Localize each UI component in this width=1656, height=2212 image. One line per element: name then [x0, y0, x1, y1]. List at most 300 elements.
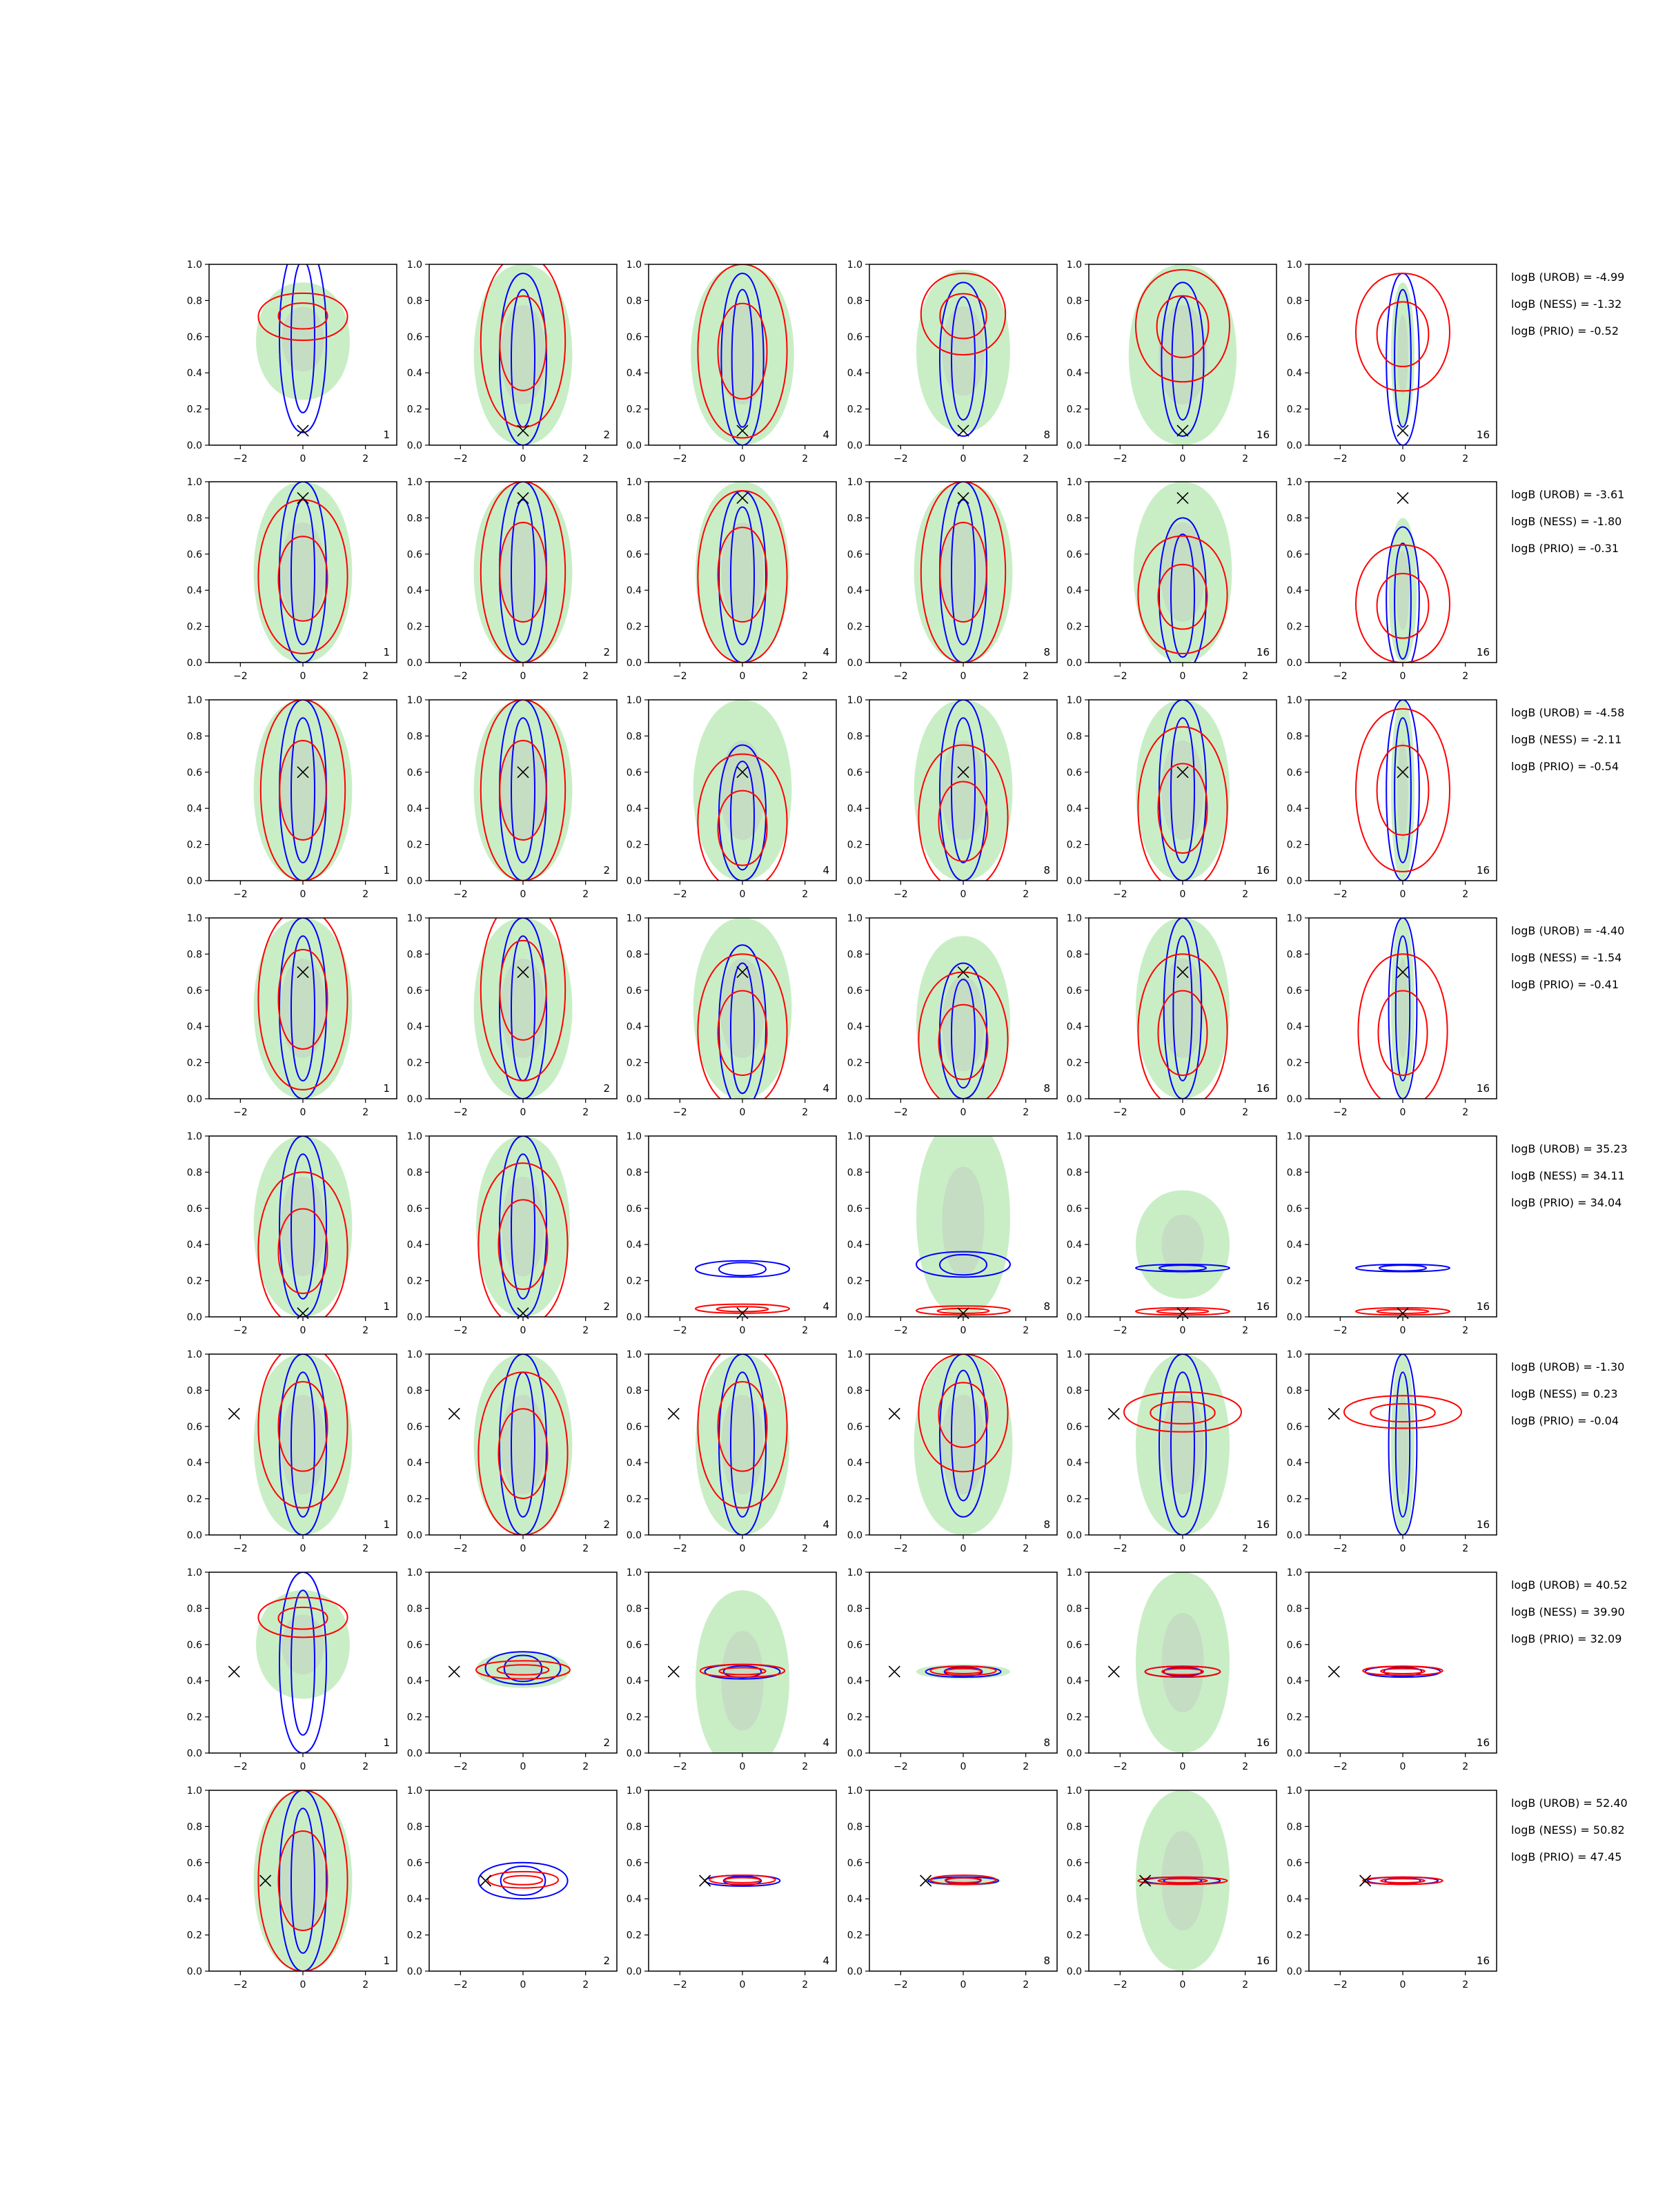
- panel-number-label: 2: [603, 1955, 610, 1967]
- filled-density-core: [942, 306, 984, 396]
- y-tick-label: 0.2: [1286, 1057, 1302, 1069]
- x-tick-label: 2: [1023, 1325, 1029, 1336]
- x-tick-label: 0: [739, 671, 746, 682]
- panel-number-label: 16: [1476, 429, 1490, 441]
- y-tick-label: 0.2: [406, 404, 422, 415]
- panel-number-label: 1: [383, 1955, 390, 1967]
- y-tick-label: 0.8: [1066, 1821, 1082, 1833]
- panel-r3-c4: [847, 695, 1057, 900]
- y-tick-label: 0.8: [1286, 1385, 1302, 1397]
- panel-number-label: 1: [383, 429, 390, 441]
- panel-plot-area: [1358, 918, 1447, 1108]
- y-tick-label: 0.2: [1066, 1494, 1082, 1505]
- x-tick-label: −2: [1113, 1761, 1127, 1772]
- panel-plot-area: [914, 482, 1013, 663]
- y-tick-label: 0.2: [626, 1494, 642, 1505]
- panel-r2-c1: [187, 477, 397, 682]
- y-tick-label: 1.0: [1286, 1349, 1302, 1360]
- y-tick-label: 0.0: [1286, 876, 1302, 887]
- panel-number-label: 8: [1043, 1518, 1050, 1531]
- x-tick-label: 0: [1179, 1325, 1186, 1336]
- x-tick-label: 2: [1462, 671, 1469, 682]
- panel-number-label: 16: [1476, 864, 1490, 877]
- panel-r1-c1: [187, 243, 397, 464]
- filled-density-core: [502, 1177, 544, 1276]
- blue-contour-inner: [719, 1262, 766, 1275]
- y-tick-label: 0.0: [1286, 1094, 1302, 1105]
- y-tick-label: 0.2: [186, 1712, 202, 1723]
- x-tick-label: 0: [1179, 1543, 1186, 1554]
- x-tick-label: 0: [520, 1325, 526, 1336]
- y-tick-label: 0.4: [1286, 1894, 1302, 1906]
- logb-annotation: logB (UROB) = -4.99: [1511, 271, 1625, 284]
- y-tick-label: 0.6: [186, 767, 202, 779]
- x-tick-label: 0: [960, 453, 967, 464]
- x-tick-label: 0: [1399, 1107, 1406, 1118]
- x-tick-label: −2: [894, 1543, 908, 1554]
- x-tick-label: 0: [960, 1325, 967, 1336]
- y-tick-label: 0.0: [847, 1312, 862, 1323]
- y-tick-label: 1.0: [626, 477, 642, 488]
- x-tick-label: 2: [1242, 1543, 1249, 1554]
- y-tick-label: 0.2: [626, 1712, 642, 1723]
- y-tick-label: 0.4: [626, 368, 642, 380]
- y-tick-label: 0.8: [1286, 949, 1302, 961]
- panel-number-label: 2: [603, 646, 610, 658]
- y-tick-label: 0.0: [626, 1748, 642, 1759]
- panel-plot-area: [1356, 1264, 1450, 1315]
- y-tick-label: 0.8: [626, 1603, 642, 1615]
- y-tick-label: 0.2: [847, 1930, 862, 1941]
- panel-number-label: 1: [383, 1300, 390, 1313]
- panel-number-label: 8: [1043, 1300, 1050, 1313]
- y-tick-label: 0.2: [847, 1712, 862, 1723]
- y-tick-label: 1.0: [626, 695, 642, 706]
- panel-number-label: 2: [603, 1082, 610, 1095]
- panel-number-label: 16: [1256, 864, 1270, 877]
- y-tick-label: 1.0: [406, 1131, 422, 1142]
- y-tick-label: 0.6: [186, 1421, 202, 1433]
- y-tick-label: 0.4: [406, 1894, 422, 1906]
- y-tick-label: 0.0: [847, 1530, 862, 1541]
- y-tick-label: 0.0: [626, 1966, 642, 1977]
- y-tick-label: 0.4: [186, 1240, 202, 1251]
- panel-number-label: 4: [822, 429, 829, 441]
- filled-density-core: [1397, 741, 1408, 840]
- y-tick-label: 0.6: [847, 1639, 862, 1651]
- y-tick-label: 0.8: [406, 295, 422, 307]
- y-tick-label: 1.0: [1286, 1785, 1302, 1797]
- y-tick-label: 0.4: [1286, 585, 1302, 597]
- panel-r3-c2: [407, 695, 617, 900]
- x-tick-label: 2: [802, 671, 809, 682]
- x-tick-label: −2: [1333, 1107, 1348, 1118]
- y-tick-label: 0.6: [847, 549, 862, 560]
- x-tick-label: 0: [520, 1979, 526, 1990]
- y-tick-label: 0.8: [406, 1603, 422, 1615]
- y-tick-label: 1.0: [847, 1131, 862, 1142]
- panel-r3-c5: [1067, 695, 1276, 900]
- panel-plot-area: [474, 255, 573, 445]
- filled-density-core: [281, 1395, 325, 1494]
- y-tick-label: 0.0: [1286, 1530, 1302, 1541]
- filled-density-core: [719, 305, 765, 404]
- y-tick-label: 0.0: [406, 1966, 422, 1977]
- y-tick-label: 0.2: [1286, 1494, 1302, 1505]
- y-tick-label: 0.4: [626, 1894, 642, 1906]
- x-tick-label: 0: [520, 671, 526, 682]
- panel-frame: [1309, 1790, 1497, 1971]
- x-tick-label: 2: [1462, 1107, 1469, 1118]
- panel-r2-c4: [847, 477, 1057, 682]
- y-tick-label: 1.0: [1066, 1349, 1082, 1360]
- y-tick-label: 0.8: [1286, 295, 1302, 307]
- y-tick-label: 0.0: [1286, 440, 1302, 451]
- y-tick-label: 0.8: [847, 949, 862, 961]
- y-tick-label: 0.8: [406, 513, 422, 525]
- y-tick-label: 1.0: [626, 260, 642, 271]
- filled-density-core: [501, 522, 545, 622]
- x-tick-label: 2: [802, 1325, 809, 1336]
- x-tick-label: 0: [299, 453, 306, 464]
- filled-density-core: [721, 1395, 763, 1494]
- panel-r2-c3: [627, 477, 836, 682]
- y-tick-label: 0.4: [626, 1676, 642, 1687]
- y-tick-label: 0.0: [186, 1966, 202, 1977]
- panel-plot-area: [705, 1875, 780, 1886]
- y-tick-label: 0.0: [186, 1094, 202, 1105]
- y-tick-label: 0.8: [1066, 1603, 1082, 1615]
- truth-marker: [480, 1875, 491, 1886]
- x-tick-label: 0: [520, 453, 526, 464]
- y-tick-label: 1.0: [186, 477, 202, 488]
- panel-r6-c6: [1287, 1349, 1497, 1554]
- y-tick-label: 1.0: [847, 695, 862, 706]
- y-tick-label: 1.0: [186, 1567, 202, 1578]
- y-tick-label: 0.2: [847, 1275, 862, 1287]
- panel-plot-area: [914, 700, 1013, 890]
- y-tick-label: 0.4: [186, 1894, 202, 1906]
- filled-density-core: [501, 305, 545, 404]
- y-tick-label: 0.2: [186, 1494, 202, 1505]
- y-tick-label: 0.2: [1286, 1275, 1302, 1287]
- filled-density-core: [1397, 959, 1408, 1058]
- x-tick-label: 2: [802, 453, 809, 464]
- y-tick-label: 0.4: [406, 1458, 422, 1469]
- x-tick-label: 2: [1242, 453, 1249, 464]
- panel-r4-c3: [627, 913, 836, 1118]
- x-tick-label: 2: [802, 1543, 809, 1554]
- panel-number-label: 2: [603, 1518, 610, 1531]
- panel-number-label: 8: [1043, 1082, 1050, 1095]
- panel-number-label: 16: [1256, 1082, 1270, 1095]
- y-tick-label: 0.6: [847, 1857, 862, 1869]
- y-tick-label: 0.4: [1066, 368, 1082, 380]
- logb-annotation: logB (UROB) = -4.40: [1511, 924, 1625, 937]
- y-tick-label: 0.0: [626, 1094, 642, 1105]
- panel-plot-area: [914, 1354, 1013, 1535]
- panel-r5-c6: [1287, 1131, 1497, 1336]
- y-tick-label: 0.8: [1286, 1821, 1302, 1833]
- y-tick-label: 1.0: [1286, 913, 1302, 924]
- y-tick-label: 0.6: [1286, 1857, 1302, 1869]
- filled-density-core: [281, 1831, 325, 1930]
- y-tick-label: 0.4: [1066, 803, 1082, 815]
- y-tick-label: 0.4: [406, 1021, 422, 1033]
- panel-r7-c1: [187, 1567, 397, 1772]
- y-tick-label: 0.2: [186, 404, 202, 415]
- y-tick-label: 0.4: [847, 1676, 862, 1687]
- y-tick-label: 0.2: [406, 621, 422, 633]
- y-tick-label: 0.4: [1066, 1458, 1082, 1469]
- y-tick-label: 0.6: [186, 549, 202, 560]
- y-tick-label: 0.6: [1066, 331, 1082, 343]
- x-tick-label: 2: [1462, 1979, 1469, 1990]
- y-tick-label: 0.6: [626, 331, 642, 343]
- truth-marker: [448, 1666, 460, 1677]
- panel-number-label: 16: [1476, 646, 1490, 658]
- y-tick-label: 0.6: [1066, 1421, 1082, 1433]
- panel-number-label: 2: [603, 864, 610, 877]
- filled-density-core: [501, 959, 545, 1058]
- y-tick-label: 0.4: [1286, 1021, 1302, 1033]
- x-tick-label: 2: [1242, 1979, 1249, 1990]
- y-tick-label: 0.6: [186, 1639, 202, 1651]
- x-tick-label: −2: [894, 1761, 908, 1772]
- panel-r1-c5: [1067, 260, 1276, 464]
- x-tick-label: −2: [233, 1543, 248, 1554]
- y-tick-label: 0.6: [626, 767, 642, 779]
- panel-r5-c3: [627, 1131, 836, 1336]
- truth-marker: [668, 1666, 679, 1677]
- filled-density-core: [281, 959, 325, 1058]
- x-tick-label: −2: [673, 1325, 687, 1336]
- panel-plot-area: [693, 918, 792, 1108]
- panel-plot-area: [254, 700, 353, 881]
- y-tick-label: 0.0: [1066, 1312, 1082, 1323]
- x-tick-label: 2: [1242, 889, 1249, 900]
- filled-density-core: [281, 741, 325, 840]
- panel-number-label: 16: [1476, 1518, 1490, 1531]
- x-tick-label: 0: [960, 1543, 967, 1554]
- y-tick-label: 0.8: [1066, 295, 1082, 307]
- y-tick-label: 0.6: [1286, 549, 1302, 560]
- y-tick-label: 0.0: [406, 1530, 422, 1541]
- panel-number-label: 1: [383, 1736, 390, 1749]
- x-tick-label: 0: [1399, 889, 1406, 900]
- y-tick-label: 1.0: [1066, 1131, 1082, 1142]
- y-tick-label: 0.0: [1286, 1312, 1302, 1323]
- panel-number-label: 4: [822, 1955, 829, 1967]
- panel-number-label: 16: [1476, 1736, 1490, 1749]
- y-tick-label: 0.0: [626, 1530, 642, 1541]
- panel-plot-area: [1136, 1191, 1230, 1315]
- x-tick-label: −2: [1113, 1979, 1127, 1990]
- y-tick-label: 0.0: [186, 1312, 202, 1323]
- panel-number-label: 2: [603, 1300, 610, 1313]
- panel-r7-c6: [1287, 1567, 1497, 1772]
- y-tick-label: 0.8: [626, 949, 642, 961]
- y-tick-label: 0.2: [406, 1275, 422, 1287]
- logb-annotation: logB (PRIO) = 47.45: [1511, 1850, 1622, 1863]
- x-tick-label: −2: [1113, 889, 1127, 900]
- y-tick-label: 0.8: [406, 1385, 422, 1397]
- y-tick-label: 0.6: [406, 767, 422, 779]
- panel-number-label: 4: [822, 1300, 829, 1313]
- filled-density-core: [941, 1395, 985, 1494]
- y-tick-label: 0.4: [1286, 1676, 1302, 1687]
- x-tick-label: −2: [894, 453, 908, 464]
- panel-r2-c5: [1067, 477, 1276, 682]
- x-tick-label: 0: [520, 1761, 526, 1772]
- panel-plot-area: [1124, 1354, 1241, 1535]
- y-tick-label: 1.0: [1066, 1567, 1082, 1578]
- y-tick-label: 0.0: [1066, 658, 1082, 669]
- filled-density-core: [721, 1631, 763, 1730]
- y-tick-label: 1.0: [1286, 695, 1302, 706]
- red-contour-inner: [1381, 1669, 1425, 1674]
- x-tick-label: 0: [520, 1543, 526, 1554]
- y-tick-label: 1.0: [1286, 1567, 1302, 1578]
- panel-number-label: 1: [383, 646, 390, 658]
- y-tick-label: 1.0: [847, 477, 862, 488]
- filled-density-core: [282, 1615, 324, 1674]
- x-tick-label: −2: [453, 1325, 468, 1336]
- panel-r7-c3: [627, 1567, 836, 1772]
- y-tick-label: 0.8: [1066, 949, 1082, 961]
- y-tick-label: 0.4: [847, 803, 862, 815]
- x-tick-label: 0: [1399, 453, 1406, 464]
- y-tick-label: 0.8: [1286, 731, 1302, 743]
- x-tick-label: 2: [1023, 889, 1029, 900]
- logb-annotation: logB (NESS) = 0.23: [1511, 1387, 1618, 1400]
- y-tick-label: 0.2: [1066, 621, 1082, 633]
- panel-number-label: 1: [383, 1082, 390, 1095]
- panel-r7-c4: [847, 1567, 1057, 1772]
- x-tick-label: 0: [960, 671, 967, 682]
- y-tick-label: 0.4: [186, 803, 202, 815]
- truth-marker: [448, 1408, 460, 1419]
- x-tick-label: 2: [1462, 1325, 1469, 1336]
- x-tick-label: −2: [233, 453, 248, 464]
- panel-number-label: 16: [1256, 1736, 1270, 1749]
- x-tick-label: 0: [1399, 1979, 1406, 1990]
- y-tick-label: 0.6: [1286, 767, 1302, 779]
- logb-annotation: logB (UROB) = 52.40: [1511, 1797, 1628, 1810]
- y-tick-label: 0.6: [406, 331, 422, 343]
- panel-number-label: 16: [1476, 1300, 1490, 1313]
- y-tick-label: 0.2: [406, 839, 422, 851]
- y-tick-label: 0.6: [186, 1857, 202, 1869]
- x-tick-label: −2: [233, 889, 248, 900]
- x-tick-label: 2: [362, 889, 369, 900]
- y-tick-label: 0.6: [406, 985, 422, 997]
- x-tick-label: 2: [1242, 671, 1249, 682]
- y-tick-label: 1.0: [1066, 1785, 1082, 1797]
- panel-plot-area: [254, 482, 353, 663]
- x-tick-label: 0: [739, 1761, 746, 1772]
- panel-plot-area: [926, 1875, 1001, 1886]
- y-tick-label: 0.6: [1066, 985, 1082, 997]
- y-tick-label: 0.4: [1066, 1021, 1082, 1033]
- y-tick-label: 0.0: [1066, 1530, 1082, 1541]
- x-tick-label: −2: [673, 1761, 687, 1772]
- y-tick-label: 1.0: [406, 477, 422, 488]
- panel-plot-area: [696, 1590, 789, 1771]
- x-tick-label: −2: [673, 1107, 687, 1118]
- panel-plot-area: [693, 700, 792, 890]
- filled-density-core: [941, 522, 985, 622]
- panel-plot-area: [1136, 1572, 1230, 1753]
- y-tick-label: 0.6: [847, 331, 862, 343]
- y-tick-label: 0.8: [1066, 731, 1082, 743]
- x-tick-label: 2: [1462, 453, 1469, 464]
- y-tick-label: 1.0: [1286, 477, 1302, 488]
- panel-r6-c1: [187, 1345, 397, 1554]
- x-tick-label: −2: [453, 1761, 468, 1772]
- y-tick-label: 0.8: [626, 1167, 642, 1179]
- x-tick-label: 2: [1462, 1543, 1469, 1554]
- panel-plot-area: [696, 482, 789, 663]
- y-tick-label: 0.8: [186, 1603, 202, 1615]
- y-tick-label: 0.8: [1066, 513, 1082, 525]
- panel-number-label: 16: [1256, 646, 1270, 658]
- x-tick-label: −2: [673, 889, 687, 900]
- panel-plot-area: [1136, 700, 1230, 890]
- y-tick-label: 0.6: [626, 1203, 642, 1215]
- logb-annotation: logB (PRIO) = -0.41: [1511, 978, 1619, 991]
- filled-density-core: [1161, 959, 1203, 1058]
- filled-density-core: [1397, 315, 1408, 394]
- y-tick-label: 0.2: [1066, 1057, 1082, 1069]
- y-tick-label: 1.0: [847, 1349, 862, 1360]
- panel-frame: [649, 1790, 836, 1971]
- y-tick-label: 1.0: [847, 913, 862, 924]
- y-tick-label: 0.6: [847, 985, 862, 997]
- x-tick-label: 2: [362, 1107, 369, 1118]
- panel-number-label: 16: [1256, 1300, 1270, 1313]
- x-tick-label: 0: [1179, 1761, 1186, 1772]
- x-tick-label: −2: [1333, 1761, 1348, 1772]
- y-tick-label: 0.6: [1286, 985, 1302, 997]
- panel-plot-area: [916, 270, 1010, 436]
- x-tick-label: −2: [1333, 1325, 1348, 1336]
- panel-plot-area: [1136, 918, 1230, 1108]
- y-tick-label: 0.2: [1066, 1712, 1082, 1723]
- x-tick-label: 0: [1399, 1325, 1406, 1336]
- y-tick-label: 1.0: [847, 1567, 862, 1578]
- filled-density-core: [501, 1395, 545, 1494]
- y-tick-label: 0.8: [847, 295, 862, 307]
- y-tick-label: 1.0: [406, 1567, 422, 1578]
- y-tick-label: 0.4: [186, 1458, 202, 1469]
- y-tick-label: 0.2: [1286, 1930, 1302, 1941]
- x-tick-label: 2: [1023, 1107, 1029, 1118]
- logb-annotation: logB (NESS) = 39.90: [1511, 1605, 1625, 1618]
- y-tick-label: 0.6: [406, 1857, 422, 1869]
- panel-plot-area: [256, 1572, 350, 1753]
- panel-plot-area: [476, 1136, 570, 1326]
- filled-density-core: [1161, 741, 1203, 840]
- logb-annotation: logB (NESS) = -1.54: [1511, 951, 1622, 964]
- y-tick-label: 0.6: [186, 331, 202, 343]
- y-tick-label: 0.2: [1286, 839, 1302, 851]
- x-tick-label: −2: [673, 1543, 687, 1554]
- logb-annotation: logB (NESS) = -1.80: [1511, 515, 1622, 528]
- x-tick-label: 2: [802, 889, 809, 900]
- y-tick-label: 1.0: [186, 695, 202, 706]
- y-tick-label: 1.0: [186, 260, 202, 271]
